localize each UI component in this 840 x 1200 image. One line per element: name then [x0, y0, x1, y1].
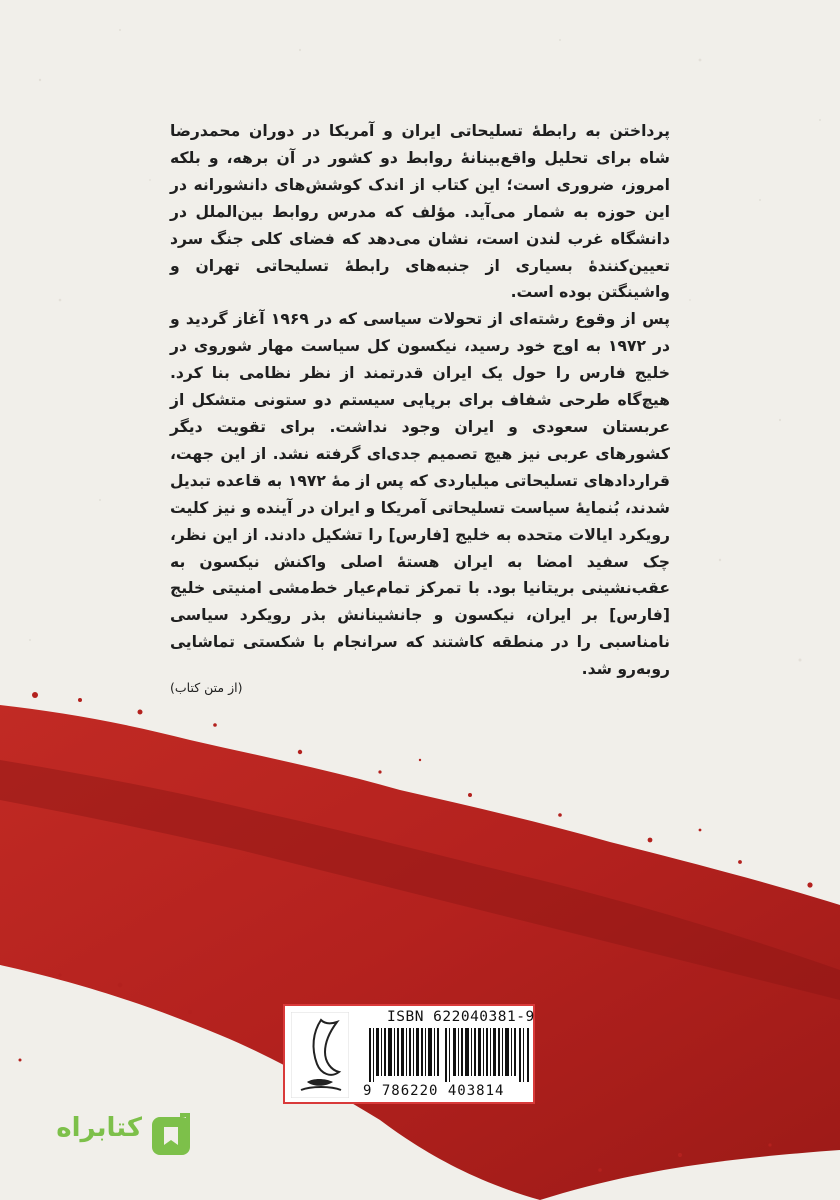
blurb-paragraph-1: پرداختن به رابطهٔ تسلیحاتی ایران و آمریکا در دوران محمدرضا شاه برای تحلیل واقع‌بینانهٔ روابط دو کشور در آن برهه، و بلکه امروز، ضروری است؛ این کتاب از اندک کوشش‌های دانشورانه در این حوزه به شمار می‌آید. مؤلف که مدرس روابط بین‌الملل در دانشگاه غرب لندن است، نشان می‌دهد که فضای کلی جنگ سرد تعیین‌کنندهٔ بسیاری از جنبه‌های رابطهٔ تسلیحاتی تهران و واشینگتن بوده است.	[170, 122, 670, 302]
isbn-barcode-panel	[283, 1004, 535, 1104]
back-cover-blurb	[170, 118, 670, 683]
brand-name: کتابراه	[56, 1113, 142, 1143]
source-note: (از متن کتاب)	[170, 680, 243, 695]
ketabrah-brand[interactable]	[40, 1111, 192, 1157]
barcode-bars	[367, 1028, 533, 1082]
book-mark-icon	[150, 1111, 192, 1157]
blurb-paragraph-2: پس از وقوع رشته‌ای از تحولات سیاسی که در ۱۹۶۹ آغاز گردید و در ۱۹۷۲ به اوج خود رسید، نیکسون کل سیاست مهار شوروی در خلیج فارس را حول یک ایران قدرتمند از نظر نظامی بنا کرد. هیچ‌گاه طرحی شفاف برای برپایی سیستم دو ستونی متشکل از عربستان سعودی و ایران وجود نداشت. برای تقویت دیگر کشورهای عربی نیز هیچ تصمیم جدی‌ای گرفته نشد. از این جهت، قراردادهای تسلیحاتی میلیاردی که پس از مهٔ ۱۹۷۲ به قاعده تبدیل شدند، بُنمایهٔ سیاست تسلیحاتی آمریکا و ایران در آینده و نیز کلیت رویکرد ایالات متحده به خلیج [فارس] را تشکیل دادند. از این نظر، چک سفید امضا به ایران هستهٔ اصلی واکنش نیکسون به عقب‌نشینی بریتانیا بود. با تمرکز تمام‌عیار خط‌مشی امنیتی خلیج [فارس] بر ایران، نیکسون و جانشینانش بذر رویکرد سیاسی نامناسبی را در منطقه کاشتند که سرانجام با شکستی تماشایی روبه‌رو شد.	[170, 310, 670, 679]
bird-logo-icon	[291, 1012, 349, 1098]
barcode-digits: 9 786220 403814	[363, 1083, 505, 1099]
isbn-label: ISBN 622040381-9	[387, 1009, 535, 1025]
